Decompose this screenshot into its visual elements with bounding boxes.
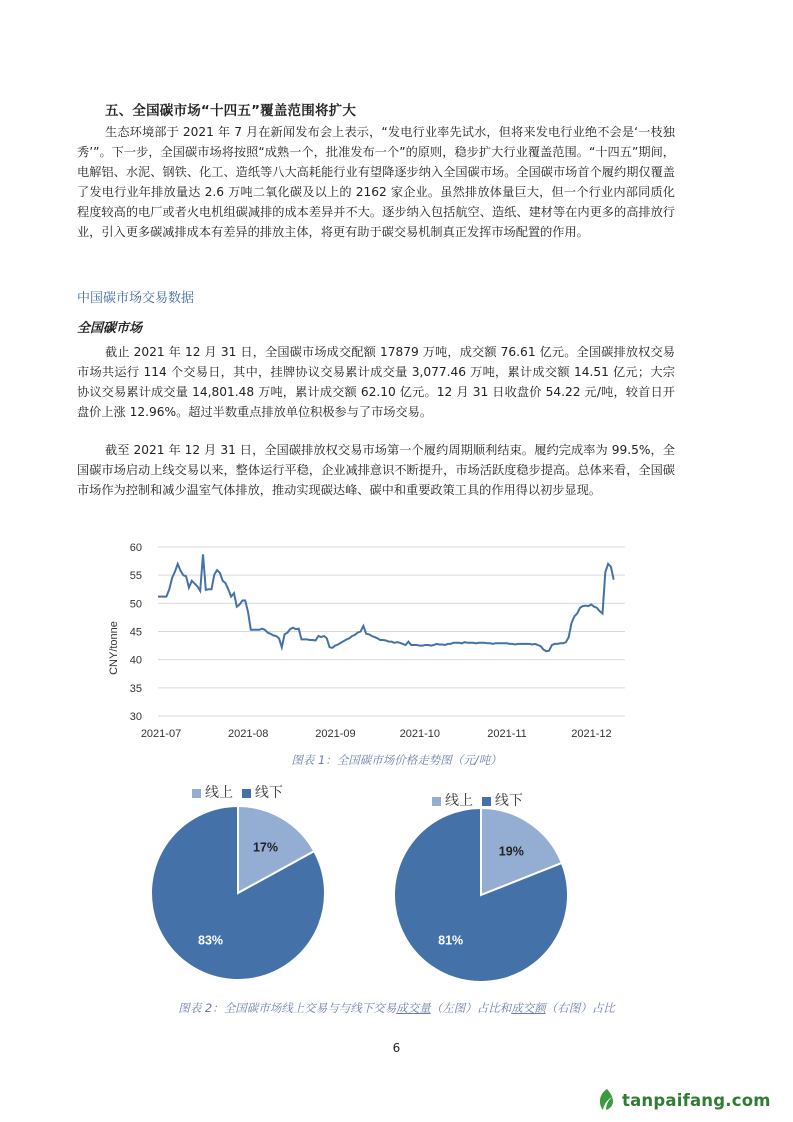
data-heading: 中国碳市场交易数据	[77, 291, 195, 306]
y-tick-label: 50	[129, 598, 142, 611]
logo-text: tanpaifang.com	[622, 1091, 771, 1110]
y-tick-label: 60	[129, 542, 142, 554]
y-tick-label: 40	[129, 654, 142, 667]
section-paragraph: 生态环境部于 2021 年 7 月在新闻发布会上表示，“发电行业率先试水，但将来发电行业绝不会是‘一枝独秀’”。下一步，全国碳市场将按照“成熟一个，批准发布一个”的原则，稳步扩大行业覆盖范围。“十四五”期间，电解铝、水泥、钢铁、化工、造纸等八大高耗能行业有望降逐步纳入全国碳市场。全国碳市场首个履约期仅覆盖了发电行业年排放量达 2.6 万吨二氧化碳及以上的 2162 家企业。虽然排放体量巨大，但一个行业内部同质化程度较高的电厂或者火电机组碳减排的成本差异并不大。逐步纳入包括航空、造纸、建材等在内更多的高排放行业，引入更多碳减排成本有差异的排放主体，将更有助于碳交易机制真正发挥市场配置的作用。	[77, 125, 675, 239]
pie2-legend	[432, 790, 523, 810]
x-tick-label: 2021-08	[228, 728, 269, 740]
y-tick-label: 30	[129, 711, 142, 723]
x-tick-label: 2021-07	[140, 728, 182, 740]
x-tick-label: 2021-09	[315, 728, 356, 740]
pie-value-label: 17%	[252, 840, 278, 855]
x-tick-label: 2021-11	[487, 728, 527, 740]
legend-swatch-online	[192, 789, 201, 798]
volume-pie-chart	[148, 805, 328, 985]
legend-swatch-online	[432, 797, 441, 806]
y-tick-label: 55	[129, 570, 142, 583]
y-axis-label: CNY/tonne	[108, 621, 120, 675]
market-summary-paragraph: 截止 2021 年 12 月 31 日，全国碳市场成交配额 17879 万吨，成交额 76.61 亿元。全国碳排放权交易市场共运行 114 个交易日，其中，挂牌协议交易累计成交量 3,077.46 万吨，累计成交额 14.51 亿元；大宗协议交易累计成交量 14,801.48 万吨，累计成交额 62.10 亿元。12 月 31 日收盘价 54.22 元/吨，较首日开盘价上涨 12.96%。超过半数重点排放单位积极参与了市场交易。	[77, 345, 675, 419]
pie-value-label: 81%	[438, 933, 464, 948]
caption2-part1: 图表 2：全国碳市场线上交易与与线下交易	[178, 1001, 397, 1015]
chart2-caption	[0, 1000, 793, 1016]
sub-heading: 全国碳市场	[77, 321, 143, 336]
chart1-caption: 图表 1：全国碳市场价格走势图（元/吨）	[291, 753, 502, 767]
pie1-legend	[192, 782, 283, 802]
y-tick-label: 35	[129, 682, 142, 695]
legend-swatch-offline	[242, 789, 251, 798]
compliance-paragraph: 截至 2021 年 12 月 31 日，全国碳排放权交易市场第一个履约周期顺利结束。履约完成率为 99.5%，全国碳市场启动上线交易以来，整体运行平稳，企业减排意识不断提升，市场活跃度稳步提高。总体来看，全国碳市场作为控制和减少温室气体排放，推动实现碳达峰、碳中和重要政策工具的作用得以初步显现。	[77, 443, 675, 497]
pie-value-label: 83%	[198, 933, 224, 948]
caption2-volume: 成交量	[396, 1001, 431, 1015]
legend-swatch-offline	[482, 797, 491, 806]
page-number: 6	[392, 1041, 401, 1055]
x-axis-ticks	[141, 728, 612, 740]
x-tick-label: 2021-12	[571, 728, 612, 740]
y-tick-label: 45	[129, 626, 142, 639]
legend-label-offline: 线下	[254, 785, 283, 801]
caption2-amount: 成交额	[511, 1001, 546, 1015]
legend-label-online: 线上	[445, 793, 473, 809]
pie-value-label: 19%	[498, 844, 524, 859]
caption2-part3: （右图）占比	[545, 1001, 615, 1015]
price-line-chart	[100, 536, 640, 746]
legend-label-offline: 线下	[494, 793, 523, 809]
y-axis-ticks	[130, 542, 142, 723]
leaf-icon	[596, 1088, 618, 1112]
value-pie-chart	[393, 808, 573, 988]
site-logo[interactable]	[596, 1086, 786, 1116]
price-series-line	[158, 554, 614, 651]
x-tick-label: 2021-10	[399, 728, 441, 740]
legend-label-online: 线上	[205, 785, 233, 801]
caption2-part2: （左图）占比和	[430, 1001, 512, 1015]
gridlines	[158, 547, 625, 716]
section-heading: 五、全国碳市场“十四五”覆盖范围将扩大	[105, 103, 357, 119]
